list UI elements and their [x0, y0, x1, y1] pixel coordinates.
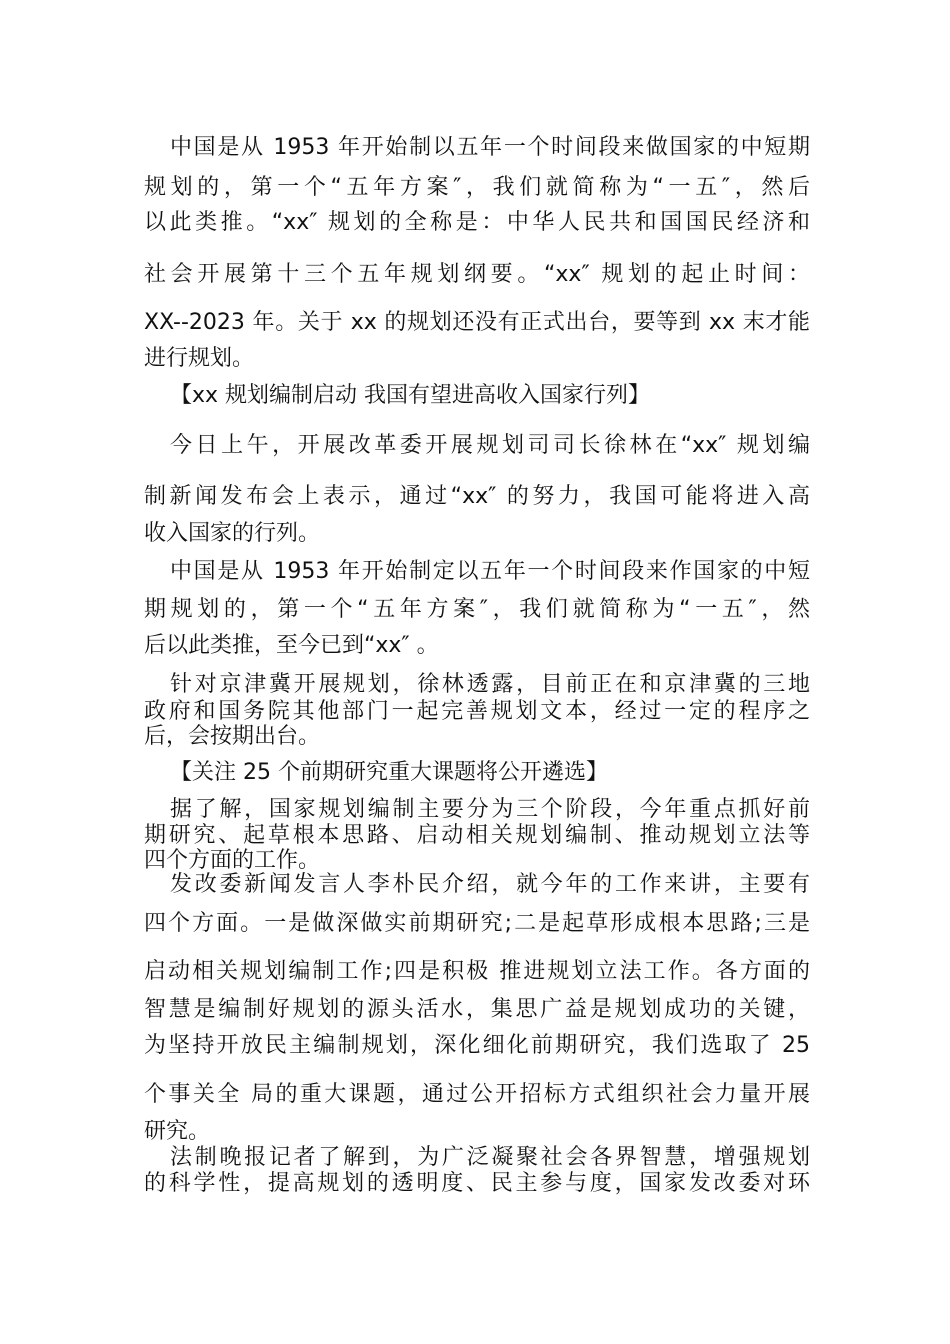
text-line: 以此类推。“xx″ 规划的全称是：中华人民共和国国民经济和 [144, 210, 810, 235]
text-line: 后，会按期出台。 [144, 724, 321, 749]
text-line: 发改委新闻发言人李朴民介绍，就今年的工作来讲，主要有 [170, 872, 810, 897]
text-line: 据了解，国家规划编制主要分为三个阶段，今年重点抓好前 [170, 797, 810, 822]
text-line: 制新闻发布会上表示，通过“xx″ 的努力，我国可能将进入高 [144, 484, 810, 509]
text-line: 政府和国务院其他部门一起完善规划文本，经过一定的程序之 [144, 699, 810, 724]
text-line: 智慧是编制好规划的源头活水，集思广益是规划成功的关键， [144, 997, 810, 1022]
text-line: 社会开展第十三个五年规划纲要。“xx″ 规划的起止时间： [144, 262, 810, 287]
text-line: 中国是从 1953 年开始制定以五年一个时间段来作国家的中短 [170, 559, 810, 584]
text-line: 四个方面的工作。 [144, 848, 321, 873]
text-line: 期研究、起草根本思路、启动相关规划编制、推动规划立法等 [144, 823, 810, 848]
text-line: 今日上午，开展改革委开展规划司司长徐林在“xx″ 规划编 [170, 433, 810, 458]
text-line: 期规划的，第一个“五年方案″，我们就简称为“一五″，然 [144, 597, 810, 622]
text-line: 规划的，第一个“五年方案″，我们就简称为“一五″，然后 [144, 175, 810, 200]
text-line: 针对京津冀开展规划，徐林透露，目前正在和京津冀的三地 [170, 672, 810, 697]
text-line: 个事关全 局的重大课题，通过公开招标方式组织社会力量开展 [144, 1082, 810, 1107]
section-heading: 【关注 25 个前期研究重大课题将公开遴选】 [170, 760, 608, 785]
section-heading: 【xx 规划编制启动 我国有望进高收入国家行列】 [170, 383, 651, 408]
text-line: 后以此类推，至今已到“xx″ 。 [144, 633, 439, 658]
text-line: 为坚持开放民主编制规划，深化细化前期研究，我们选取了 25 [144, 1033, 810, 1058]
text-line: 中国是从 1953 年开始制以五年一个时间段来做国家的中短期 [170, 135, 810, 160]
text-line: 收入国家的行列。 [144, 521, 321, 546]
text-line: 进行规划。 [144, 346, 255, 371]
text-line: 的科学性，提高规划的透明度、民主参与度，国家发改委对环 [144, 1171, 810, 1196]
text-line: 研究。 [144, 1119, 211, 1144]
text-line: 法制晚报记者了解到，为广泛凝聚社会各界智慧，增强规划 [170, 1145, 810, 1170]
text-line: 启动相关规划编制工作;四是积极 推进规划立法工作。各方面的 [144, 959, 810, 984]
text-line: 四个方面。一是做深做实前期研究;二是起草形成根本思路;三是 [144, 911, 810, 936]
text-line: XX--2023 年。关于 xx 的规划还没有正式出台，要等到 xx 末才能 [144, 310, 810, 335]
